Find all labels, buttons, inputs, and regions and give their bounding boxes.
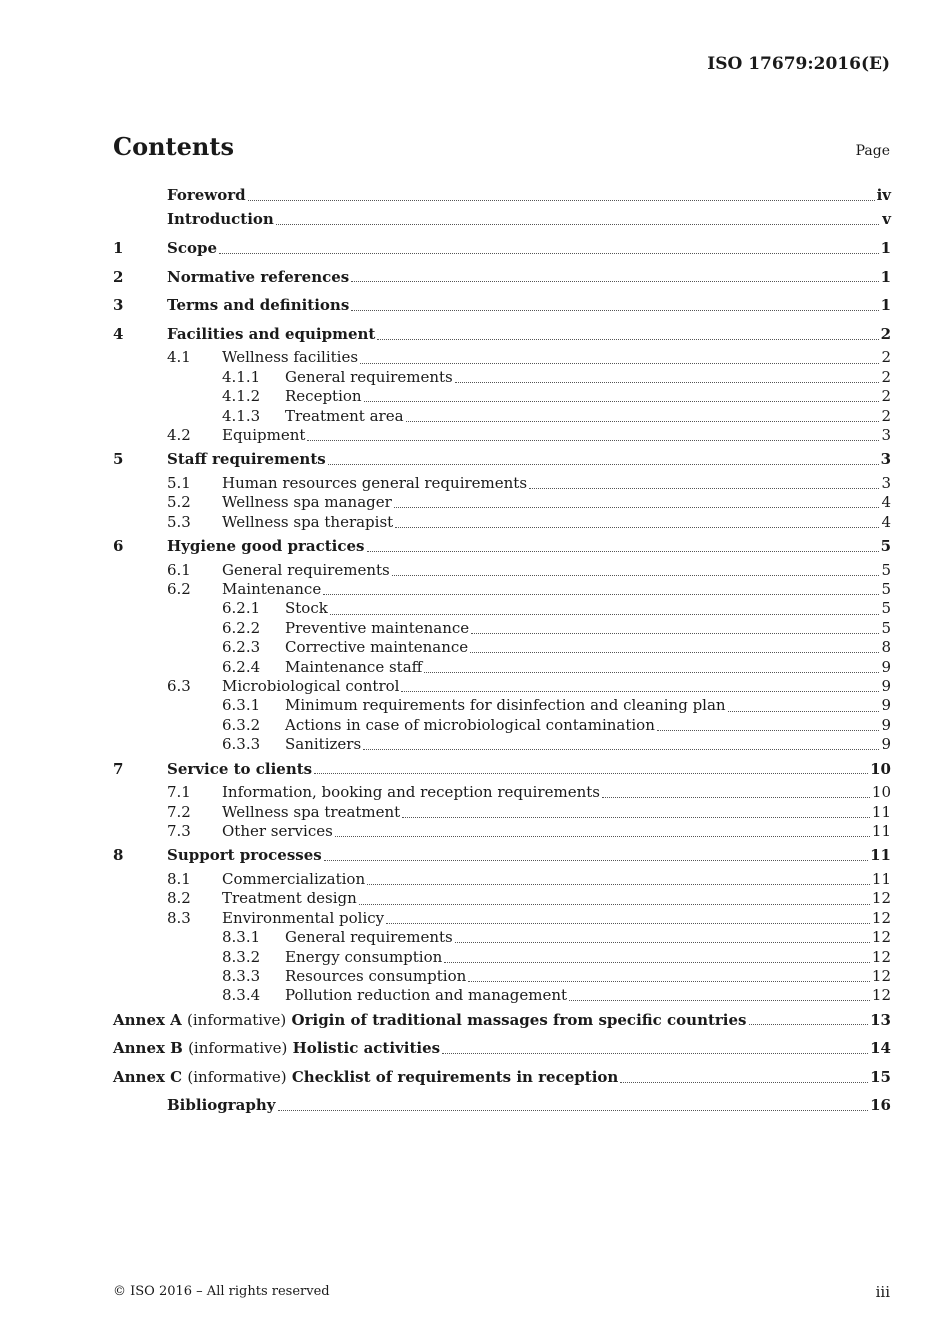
dot-leader (749, 1024, 869, 1025)
toc-entry-page: iv (876, 186, 891, 204)
toc-entry[interactable] (113, 1063, 891, 1092)
toc-entry-title: Wellness spa therapist (222, 512, 394, 531)
dot-leader (395, 527, 879, 528)
toc-entry[interactable] (113, 445, 891, 474)
annex-label: Annex B (113, 1039, 183, 1058)
toc-entry-title: Wellness facilities (222, 348, 359, 367)
toc-entry-page: 4 (881, 493, 891, 512)
toc-entry-title: Service to clients (167, 759, 313, 778)
toc-entry-page: 14 (870, 1039, 891, 1058)
toc-entry[interactable] (113, 677, 891, 696)
toc-entry-title: Treatment design (222, 889, 357, 908)
toc-entry[interactable] (113, 532, 891, 561)
toc-entry-number: 6.2.4 (222, 657, 261, 676)
toc-entry-title: Environmental policy (222, 908, 385, 927)
toc-entry-title: Actions in case of microbiological contamination (285, 715, 655, 734)
toc-entry-title: Resources consumption (285, 966, 467, 985)
toc-entry-number: 5.2 (167, 493, 191, 512)
dot-leader (330, 614, 879, 615)
toc-entry-number: 7 (113, 759, 124, 778)
toc-entry-title: Maintenance staff (285, 657, 423, 676)
toc-entry-page: 9 (881, 735, 891, 754)
toc-entry-page: 3 (881, 425, 891, 444)
toc-entry-number: 6.1 (167, 560, 191, 579)
toc-entry-page: 12 (871, 947, 891, 966)
annex-informative: (informative) (187, 1067, 287, 1086)
toc-entry-number: 6.3.1 (222, 696, 261, 715)
dot-leader (424, 672, 879, 673)
toc-entry-page: 12 (871, 928, 891, 947)
dot-leader (728, 711, 879, 712)
dot-leader (620, 1082, 868, 1083)
toc-entry-page: 5 (880, 537, 891, 556)
dot-leader (219, 253, 879, 254)
toc-entry[interactable] (113, 909, 891, 928)
toc-entry[interactable] (113, 803, 891, 822)
toc-entry-page: 11 (870, 846, 891, 865)
toc-entry[interactable] (113, 619, 891, 638)
dot-leader (529, 488, 879, 489)
toc-entry-title: Treatment area (285, 406, 404, 425)
toc-entry-number: 7.1 (167, 783, 191, 802)
toc-entry-number: 8 (113, 846, 124, 865)
toc-entry-number: 8.1 (167, 869, 191, 888)
dot-leader (406, 421, 879, 422)
toc-entry[interactable] (113, 387, 891, 406)
dot-leader (351, 281, 878, 282)
toc-entry-page: 3 (881, 473, 891, 492)
toc-entry-number: 4.1.1 (222, 367, 261, 386)
toc-entry-number: 6.3 (167, 677, 191, 696)
toc-entry-title: Introduction (167, 210, 274, 229)
toc-entry-page: 12 (871, 889, 891, 908)
annex-label: Annex C (113, 1067, 183, 1086)
dot-leader (386, 923, 870, 924)
toc-entry-page: 1 (880, 296, 891, 315)
toc-entry[interactable] (113, 493, 891, 512)
toc-entry-number: 7.3 (167, 821, 191, 840)
dot-leader (367, 884, 870, 885)
toc-entry-title: Equipment (222, 425, 306, 444)
annex-informative: (informative) (187, 1010, 287, 1029)
toc-entry-page: 1 (880, 238, 891, 257)
toc-entry-number: 5.1 (167, 473, 191, 492)
toc-entry-number: 3 (113, 296, 124, 315)
toc-entry[interactable] (113, 580, 891, 599)
dot-leader (444, 962, 870, 963)
toc-entry-number: 4 (113, 324, 124, 343)
toc-entry[interactable] (113, 716, 891, 735)
dot-leader (402, 817, 870, 818)
dot-leader (442, 1053, 868, 1054)
toc-entry[interactable] (113, 1091, 891, 1120)
annex-informative: (informative) (188, 1039, 288, 1058)
toc-entry-number: 6.3.2 (222, 715, 261, 734)
toc-entry-title: General requirements (285, 928, 453, 947)
toc-entry[interactable] (113, 889, 891, 908)
toc-entry-number: 5.3 (167, 512, 191, 531)
toc-entry[interactable] (113, 928, 891, 947)
toc-entry-page: 12 (871, 908, 891, 927)
toc-entry[interactable] (113, 205, 891, 234)
dot-leader (367, 551, 879, 552)
dot-leader (314, 773, 868, 774)
toc-entry[interactable] (113, 426, 891, 445)
toc-entry-number: 6.3.3 (222, 735, 261, 754)
toc-entry[interactable] (113, 986, 891, 1005)
dot-leader (360, 363, 879, 364)
toc-entry-page: 9 (881, 677, 891, 696)
toc-entry-title: Pollution reduction and management (285, 986, 568, 1005)
toc-entry-page: 2 (881, 387, 891, 406)
toc-entry-page: 11 (871, 821, 891, 840)
toc-entry-title: General requirements (222, 560, 390, 579)
toc-entry-number: 6.2.2 (222, 618, 261, 637)
toc-entry-number: 8.2 (167, 889, 191, 908)
toc-entry-title: Commercialization (222, 869, 366, 888)
toc-entry-title (113, 1006, 747, 1035)
toc-entry-page: 11 (871, 802, 891, 821)
toc-entry-number: 4.1.3 (222, 406, 261, 425)
toc-entry-page: 2 (881, 406, 891, 425)
toc-entry[interactable] (113, 1034, 891, 1063)
footer-page-number: iii (875, 1283, 890, 1301)
toc-entry-title (113, 1034, 440, 1063)
toc-entry-number: 8.3 (167, 908, 191, 927)
toc-entry-title: Corrective maintenance (285, 638, 469, 657)
toc-entry-page: 12 (871, 966, 891, 985)
toc-entry[interactable] (113, 599, 891, 618)
toc-entry-number: 2 (113, 267, 124, 286)
toc-entry[interactable] (113, 234, 891, 263)
toc-entry-title: Stock (285, 599, 328, 618)
dot-leader (364, 401, 879, 402)
toc-entry-page: 11 (871, 869, 891, 888)
toc-entry[interactable] (113, 263, 891, 292)
toc-entry-page: 16 (870, 1096, 891, 1115)
toc-entry[interactable] (113, 368, 891, 387)
toc-entry-title: Minimum requirements for disinfection and cleaning plan (285, 696, 726, 715)
toc-entry[interactable] (113, 841, 891, 870)
dot-leader (392, 575, 879, 576)
toc-entry-page: 2 (881, 348, 891, 367)
contents-title: Contents (113, 132, 234, 161)
toc-entry-number: 4.1.2 (222, 387, 261, 406)
toc-entry-page: 5 (881, 599, 891, 618)
toc-entry-title: Maintenance (222, 580, 322, 599)
dot-leader (657, 730, 879, 731)
dot-leader (455, 942, 870, 943)
toc-entry-title: Reception (285, 387, 362, 406)
toc-entry[interactable] (113, 291, 891, 320)
dot-leader (276, 224, 879, 225)
dot-leader (471, 633, 879, 634)
toc-entry[interactable] (113, 870, 891, 889)
toc-entry-number: 8.3.2 (222, 947, 261, 966)
toc-entry-page: 5 (881, 618, 891, 637)
dot-leader (377, 339, 878, 340)
toc-entry-page: 5 (881, 560, 891, 579)
toc-entry[interactable] (113, 513, 891, 532)
toc-entry-number: 5 (113, 450, 124, 469)
toc-entry[interactable] (113, 735, 891, 754)
toc-entry-title: Support processes (167, 846, 322, 865)
toc-entry-title: Information, booking and reception requirements (222, 783, 600, 802)
toc-entry-page: 12 (871, 986, 891, 1005)
toc-entry-page: 10 (870, 759, 891, 778)
dot-leader (351, 310, 878, 311)
toc-entry-page: 9 (881, 657, 891, 676)
annex-title: Checklist of requirements in reception (291, 1067, 619, 1086)
dot-leader (248, 200, 875, 201)
toc-entry-page: v (882, 210, 891, 229)
toc-entry-page: 10 (871, 783, 891, 802)
toc-entry-title: Scope (167, 238, 218, 257)
dot-leader (468, 981, 870, 982)
dot-leader (455, 382, 879, 383)
toc-entry-number: 6.2 (167, 580, 191, 599)
dot-leader (569, 1000, 870, 1001)
toc-entry-number: 8.3.4 (222, 986, 261, 1005)
toc-entry-title: Foreword (167, 186, 246, 204)
toc-entry[interactable] (113, 186, 891, 205)
annex-title: Origin of traditional massages from specific countries (291, 1010, 747, 1029)
toc-entry[interactable] (113, 822, 891, 841)
toc-entry[interactable] (113, 1006, 891, 1035)
toc-entry-number: 6.2.1 (222, 599, 261, 618)
toc-entry[interactable] (113, 696, 891, 715)
toc-entry-title: General requirements (285, 367, 453, 386)
toc-entry-title: Wellness spa manager (222, 493, 392, 512)
toc-entry-number: 6 (113, 537, 124, 556)
footer-copyright: © ISO 2016 – All rights reserved (113, 1284, 330, 1299)
document-id: ISO 17679:2016(E) (707, 54, 890, 74)
toc-entry-number: 7.2 (167, 802, 191, 821)
dot-leader (394, 507, 879, 508)
dot-leader (323, 594, 879, 595)
toc-entry-title: Bibliography (167, 1096, 276, 1115)
toc-entry-page: 15 (870, 1067, 891, 1086)
toc-entry-title: Human resources general requirements (222, 473, 528, 492)
dot-leader (307, 440, 879, 441)
page-column-header: Page (855, 143, 890, 159)
toc-entry-page: 1 (880, 267, 891, 286)
toc-entry[interactable] (113, 474, 891, 493)
toc-entry-title: Other services (222, 821, 333, 840)
toc-entry-page: 9 (881, 696, 891, 715)
toc-entry-page: 2 (880, 324, 891, 343)
toc-entry-title: Hygiene good practices (167, 537, 365, 556)
toc-entry-title: Terms and definitions (167, 296, 350, 315)
toc-entry[interactable] (113, 320, 891, 349)
toc-entry-number: 1 (113, 238, 124, 257)
annex-title: Holistic activities (292, 1039, 441, 1058)
annex-label: Annex A (113, 1010, 182, 1029)
toc-entry-page: 9 (881, 715, 891, 734)
toc-entry-title: Microbiological control (222, 677, 400, 696)
dot-leader (401, 691, 879, 692)
toc-entry[interactable] (113, 638, 891, 657)
table-of-contents (113, 186, 891, 1120)
dot-leader (324, 860, 868, 861)
toc-entry-page: 5 (881, 580, 891, 599)
toc-entry-title: Facilities and equipment (167, 324, 376, 343)
toc-entry-title: Sanitizers (285, 735, 362, 754)
dot-leader (359, 904, 870, 905)
toc-entry[interactable] (113, 561, 891, 580)
toc-entry[interactable] (113, 783, 891, 802)
toc-entry[interactable] (113, 948, 891, 967)
toc-entry-page: 2 (881, 367, 891, 386)
dot-leader (278, 1110, 869, 1111)
toc-entry-page: 8 (881, 638, 891, 657)
toc-entry[interactable] (113, 348, 891, 367)
toc-entry-title: Staff requirements (167, 450, 326, 469)
toc-entry[interactable] (113, 755, 891, 784)
toc-entry-number: 6.2.3 (222, 638, 261, 657)
toc-entry-number: 4.1 (167, 348, 191, 367)
toc-entry[interactable] (113, 658, 891, 677)
toc-entry-number: 8.3.1 (222, 928, 261, 947)
toc-entry-page: 13 (870, 1010, 891, 1029)
dot-leader (470, 652, 879, 653)
toc-entry-number: 4.2 (167, 425, 191, 444)
dot-leader (328, 464, 879, 465)
toc-entry-title: Energy consumption (285, 947, 443, 966)
toc-entry-title: Wellness spa treatment (222, 802, 401, 821)
dot-leader (602, 797, 870, 798)
toc-entry[interactable] (113, 407, 891, 426)
dot-leader (335, 836, 870, 837)
toc-entry-page: 4 (881, 512, 891, 531)
toc-entry-title: Preventive maintenance (285, 618, 470, 637)
toc-entry-number: 8.3.3 (222, 966, 261, 985)
toc-entry-page: 3 (880, 450, 891, 469)
toc-entry-title (113, 1063, 618, 1092)
toc-entry-title: Normative references (167, 267, 350, 286)
dot-leader (363, 749, 879, 750)
toc-entry[interactable] (113, 967, 891, 986)
